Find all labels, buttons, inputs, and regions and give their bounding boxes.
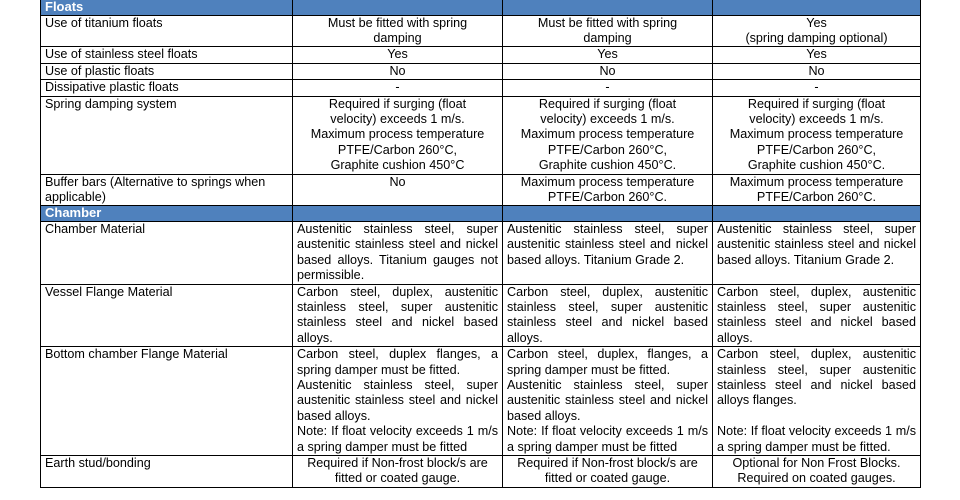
table-row: [41, 455, 921, 487]
row-label: Vessel Flange Material: [41, 284, 293, 347]
cell-col3: Yes: [713, 47, 921, 63]
cell-col2: Must be fitted with spring damping: [503, 15, 713, 47]
cell-col3: Required if surging (float velocity) exceeds 1 m/s. Maximum process temperature PTFE/Carbon 260°C, Graphite cushion 450°C.: [713, 96, 921, 174]
cell-col1: No: [293, 63, 503, 79]
cell-col1: Carbon steel, duplex flanges, a spring damper must be fitted. Austenitic stainless steel, super austenitic stainless steel and nickel based alloys. Note: If float velocity exceeds 1 m/s a spring damper must be fitted: [293, 347, 503, 456]
cell-col1: Required if Non-frost block/s are fitted or coated gauge.: [293, 455, 503, 487]
table-row: [41, 63, 921, 79]
table-row: [41, 47, 921, 63]
row-label: Earth stud/bonding: [41, 455, 293, 487]
row-label: Buffer bars (Alternative to springs when applicable): [41, 174, 293, 206]
section-header-chamber: [41, 206, 921, 222]
table-row: [41, 174, 921, 206]
cell-col1: Required if surging (float velocity) exceeds 1 m/s. Maximum process temperature PTFE/Carbon 260°C, Graphite cushion 450°C: [293, 96, 503, 174]
cell-col2: Austenitic stainless steel, super austenitic stainless steel and nickel based alloys. Titanium Grade 2.: [503, 221, 713, 284]
cell-col2: Required if Non-frost block/s are fitted or coated gauge.: [503, 455, 713, 487]
row-label: Use of titanium floats: [41, 15, 293, 47]
row-label: Use of plastic floats: [41, 63, 293, 79]
section-title: Floats: [41, 0, 293, 15]
cell-col2: Required if surging (float velocity) exceeds 1 m/s. Maximum process temperature PTFE/Carbon 260°C, Graphite cushion 450°C.: [503, 96, 713, 174]
cell-col3: No: [713, 63, 921, 79]
cell-col3: -: [713, 80, 921, 96]
cell-col1: Carbon steel, duplex, austenitic stainless steel, super austenitic stainless steel and nickel based alloys.: [293, 284, 503, 347]
table-row: [41, 284, 921, 347]
specification-table: [40, 0, 921, 488]
table-row: [41, 347, 921, 456]
cell-col1: No: [293, 174, 503, 206]
row-label: Spring damping system: [41, 96, 293, 174]
cell-col2: Yes: [503, 47, 713, 63]
cell-col2: Carbon steel, duplex, flanges, a spring damper must be fitted. Austenitic stainless steel, super austenitic stainless steel and nickel based alloys. Note: If float velocity exceeds 1 m/s a spring damper must be fitted: [503, 347, 713, 456]
cell-col3: Optional for Non Frost Blocks. Required on coated gauges.: [713, 455, 921, 487]
cell-col1: -: [293, 80, 503, 96]
cell-col1: Must be fitted with spring damping: [293, 15, 503, 47]
table-row: [41, 15, 921, 47]
section-title: Chamber: [41, 206, 293, 222]
cell-col3: Carbon steel, duplex, austenitic stainless steel, super austenitic stainless steel and nickel based alloys.: [713, 284, 921, 347]
table-row: [41, 80, 921, 96]
section-header-floats: [41, 0, 921, 15]
cell-col2: -: [503, 80, 713, 96]
row-label: Bottom chamber Flange Material: [41, 347, 293, 456]
row-label: Use of stainless steel floats: [41, 47, 293, 63]
row-label: Dissipative plastic floats: [41, 80, 293, 96]
cell-col3: Carbon steel, duplex, austenitic stainless steel, super austenitic stainless steel and nickel based alloys flanges. Note: If float velocity exceeds 1 m/s a spring damper must be fitted.: [713, 347, 921, 456]
row-label: Chamber Material: [41, 221, 293, 284]
cell-col3: Austenitic stainless steel, super austenitic stainless steel and nickel based alloys. Titanium Grade 2.: [713, 221, 921, 284]
cell-col3: Yes (spring damping optional): [713, 15, 921, 47]
cell-col2: No: [503, 63, 713, 79]
cell-col3: Maximum process temperature PTFE/Carbon 260°C.: [713, 174, 921, 206]
cell-col2: Maximum process temperature PTFE/Carbon 260°C.: [503, 174, 713, 206]
cell-col2: Carbon steel, duplex, austenitic stainless steel, super austenitic stainless steel and nickel based alloys.: [503, 284, 713, 347]
cell-col1: Austenitic stainless steel, super austenitic stainless steel and nickel based alloys. Titanium gauges not permissible.: [293, 221, 503, 284]
cell-col1: Yes: [293, 47, 503, 63]
table-row: [41, 96, 921, 174]
table-row: [41, 221, 921, 284]
